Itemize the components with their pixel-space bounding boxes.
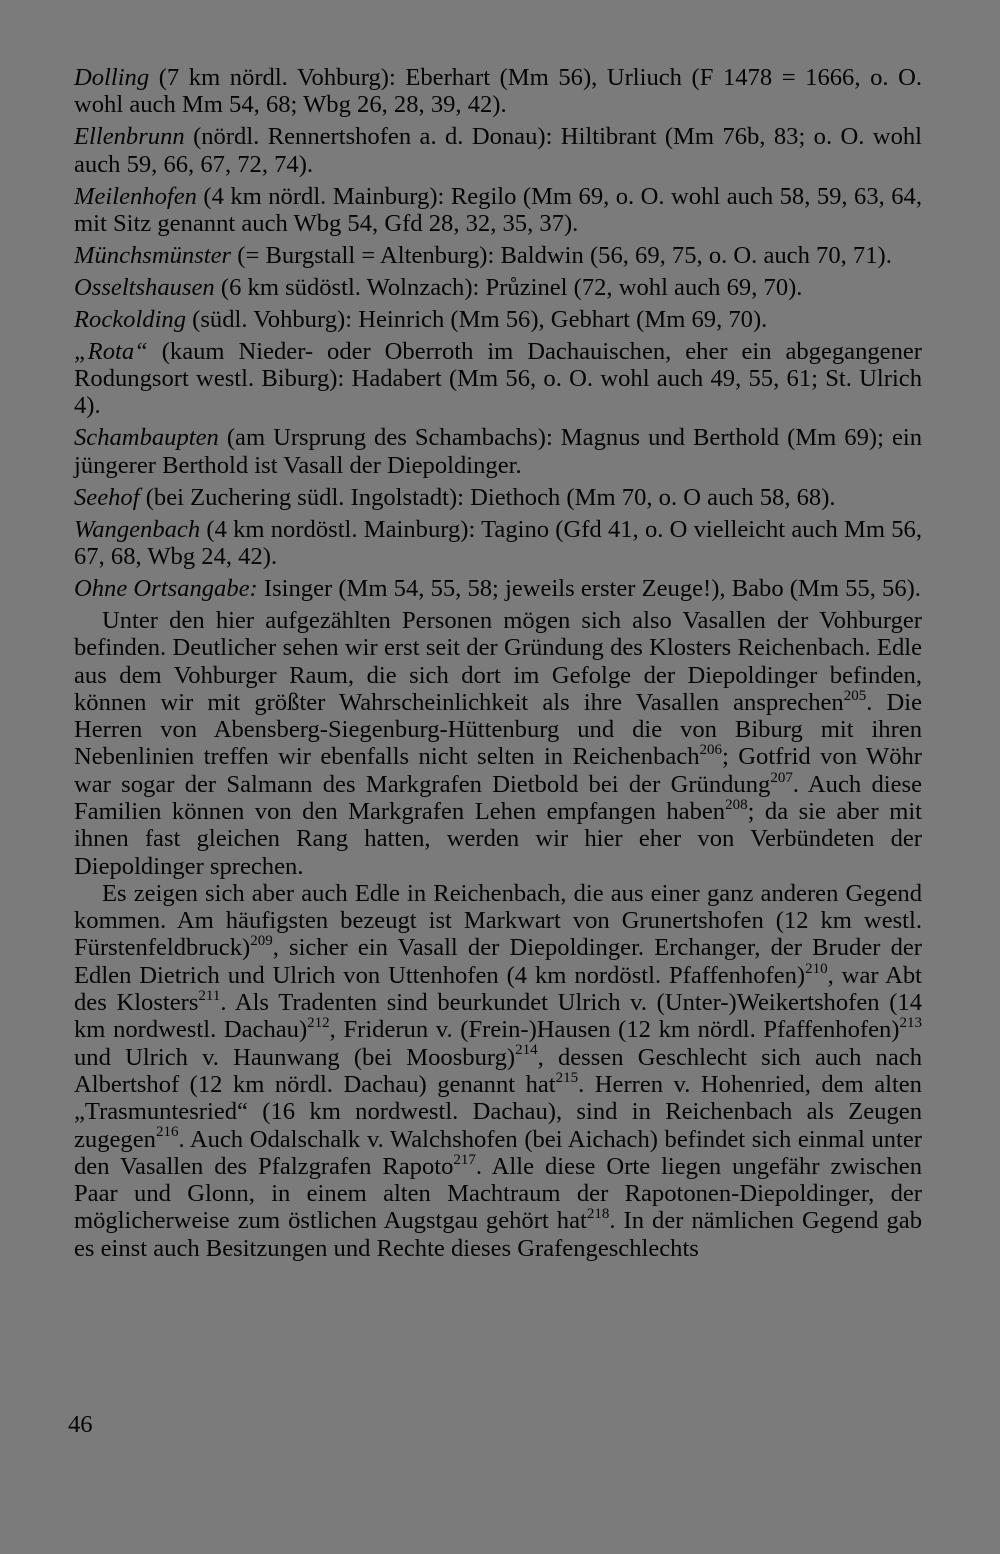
place-name: Seehof <box>74 483 140 511</box>
place-description: (4 km nördl. Mainburg): Regilo (Mm 69, o. O. wohl auch 58, 59, 63, 64, mit Sitz genannt auch Wbg 54, Gfd 28, 32, 35, 37). <box>74 182 922 237</box>
place-description: (nördl. Rennertshofen a. d. Donau): Hiltibrant (Mm 76b, 83; o. O. wohl auch 59, 66, 67, 72, 74). <box>74 123 922 178</box>
place-description: (= Burgstall = Altenburg): Baldwin (56, 69, 75, o. O. auch 70, 71). <box>231 241 892 269</box>
place-name: Osseltshausen <box>74 273 215 301</box>
paragraph-text: , sicher ein Vasall der Diepoldinger. Erchanger, der Bruder der Edlen Dietrich und Ulrich von Uttenhofen (4 km nordöstl. Pfaffenhofen) <box>74 934 922 989</box>
place-name: Schambaupten <box>74 424 219 452</box>
place-name: „Rota“ <box>74 337 148 365</box>
footnote-ref: 218 <box>586 1206 610 1223</box>
footnote-ref: 208 <box>725 796 748 813</box>
paragraph-text: , dessen Geschlecht sich auch nach Albertshof (12 km nördl. Dachau) genannt hat <box>74 1043 922 1098</box>
place-name: Ellenbrunn <box>74 123 185 151</box>
place-entry <box>74 575 922 602</box>
place-description: (4 km nordöstl. Mainburg): Tagino (Gfd 41, o. O vielleicht auch Mm 56, 67, 68, Wbg 24, 42). <box>74 515 922 570</box>
footnote-ref: 209 <box>250 933 273 950</box>
place-entry <box>74 64 922 119</box>
place-entry <box>74 123 922 178</box>
place-entry <box>74 424 922 479</box>
paragraph-text: Unter den hier aufgezählten Personen mögen sich also Vasallen der Vohburger befinden. Deutlicher sehen wir erst seit der Gründung des Klosters Reichenbach. Edle aus dem Vohburger Raum, die sich dort im Gefolge der Diepoldinger befinden, können wir mit größter Wahrscheinlichkeit als ihre Vasallen ansprechen <box>74 606 922 716</box>
place-description: (6 km südöstl. Wolnzach): Průzinel (72, wohl auch 69, 70). <box>214 273 803 301</box>
paragraph-text: . In der nämlichen Gegend gab es einst auch Besitzungen und Rechte dieses Grafengeschlechts <box>74 1207 922 1262</box>
footnote-ref: 214 <box>515 1042 538 1059</box>
place-entry <box>74 183 922 238</box>
place-entry <box>74 306 922 333</box>
paragraph-text: , war Abt des Klosters <box>74 961 922 1017</box>
paragraph-text: . Als Tradenten sind beurkundet Ulrich v. (Unter-)Weikertshofen (14 km nordwestl. Dachau) <box>74 989 922 1044</box>
footnote-ref: 211 <box>198 987 221 1004</box>
paragraph-text: . Auch diese Familien können von den Markgrafen Lehen empfangen haben <box>74 770 922 825</box>
footnote-ref: 216 <box>155 1124 179 1141</box>
place-entry <box>74 484 922 511</box>
place-name: Münchsmünster <box>74 241 232 269</box>
place-name: Rockolding <box>74 305 187 333</box>
body-paragraph-2 <box>74 880 922 1262</box>
paragraph-text: , Friderun v. (Frein-)Hausen (12 km nördl. Pfaffenhofen) <box>329 1016 900 1044</box>
place-entry <box>74 274 922 301</box>
place-description: (bei Zuchering südl. Ingolstadt): Diethoch (Mm 70, o. O auch 58, 68). <box>139 483 836 511</box>
paragraph-text: Es zeigen sich aber auch Edle in Reichenbach, die aus einer ganz anderen Gegend kommen. Am häufigsten bezeugt ist Markwart von Grunertshofen (12 km westl. Fürstenfeldbruck) <box>74 879 922 962</box>
footnote-ref: 217 <box>453 1151 476 1168</box>
place-description: (südl. Vohburg): Heinrich (Mm 56), Gebhart (Mm 69, 70). <box>186 305 768 333</box>
paragraph-text: ; da sie aber mit ihnen fast gleichen Rang hatten, werden wir hier eher von Verbündeten der Diepoldinger sprechen. <box>74 797 922 880</box>
place-description: (7 km nördl. Vohburg): Eberhart (Mm 56), Urliuch (F 1478 = 1666, o. O. wohl auch Mm 54, 68; Wbg 26, 28, 39, 42). <box>74 64 922 119</box>
footnote-ref: 215 <box>555 1069 579 1086</box>
paragraph-text: . Die Herren von Abensberg-Siegenburg-Hüttenburg und die von Biburg mit ihren Nebenlinien treffen wir ebenfalls nicht selten in Reichenbach <box>74 688 923 771</box>
place-name: Dolling <box>74 64 150 91</box>
place-name: Ohne Ortsangabe: <box>74 574 258 602</box>
place-entry <box>74 242 922 269</box>
footnote-ref: 212 <box>307 1015 330 1032</box>
place-description: (kaum Nieder- oder Oberroth im Dachauischen, eher ein abgegangener Rodungsort westl. Biburg): Hadabert (Mm 56, o. O. wohl auch 49, 55, 61; St. Ulrich 4). <box>74 337 922 420</box>
footnote-ref: 205 <box>843 687 867 704</box>
footnote-ref: 207 <box>770 769 793 786</box>
paragraph-text: . Herren v. Hohenried, dem alten „Trasmuntesried“ (16 km nordwestl. Dachau), sind in Reichenbach als Zeugen zugegen <box>74 1070 922 1153</box>
place-description: Isinger (Mm 54, 55, 58; jeweils erster Zeuge!), Babo (Mm 55, 56). <box>257 574 921 602</box>
body-paragraph-1 <box>74 607 922 880</box>
place-entry <box>74 516 922 571</box>
footnote-ref: 213 <box>899 1015 922 1032</box>
paragraph-text: und Ulrich v. Haunwang (bei Moosburg) <box>74 1043 516 1071</box>
place-name: Wangenbach <box>74 515 201 543</box>
paragraph-text: ; Gotfrid von Wöhr war sogar der Salmann des Markgrafen Dietbold bei der Gründung <box>74 743 923 798</box>
page-body <box>74 64 922 1262</box>
place-name: Meilenhofen <box>74 182 197 210</box>
paragraph-text: . Alle diese Orte liegen ungefähr zwischen Paar und Glonn, in einem alten Machtraum der Rapotonen-Diepoldinger, der möglicherweise zum östlichen Augstgau gehört hat <box>74 1152 922 1235</box>
footnote-ref: 210 <box>805 960 828 977</box>
footnote-ref: 206 <box>699 742 723 759</box>
page-number: 46 <box>68 1411 93 1438</box>
place-description: (am Ursprung des Schambachs): Magnus und Berthold (Mm 69); ein jüngerer Berthold ist Vasall der Diepoldinger. <box>74 424 922 479</box>
paragraph-text: . Auch Odalschalk v. Walchshofen (bei Aichach) befindet sich einmal unter den Vasallen des Pfalzgrafen Rapoto <box>74 1125 922 1180</box>
place-entry <box>74 338 922 420</box>
